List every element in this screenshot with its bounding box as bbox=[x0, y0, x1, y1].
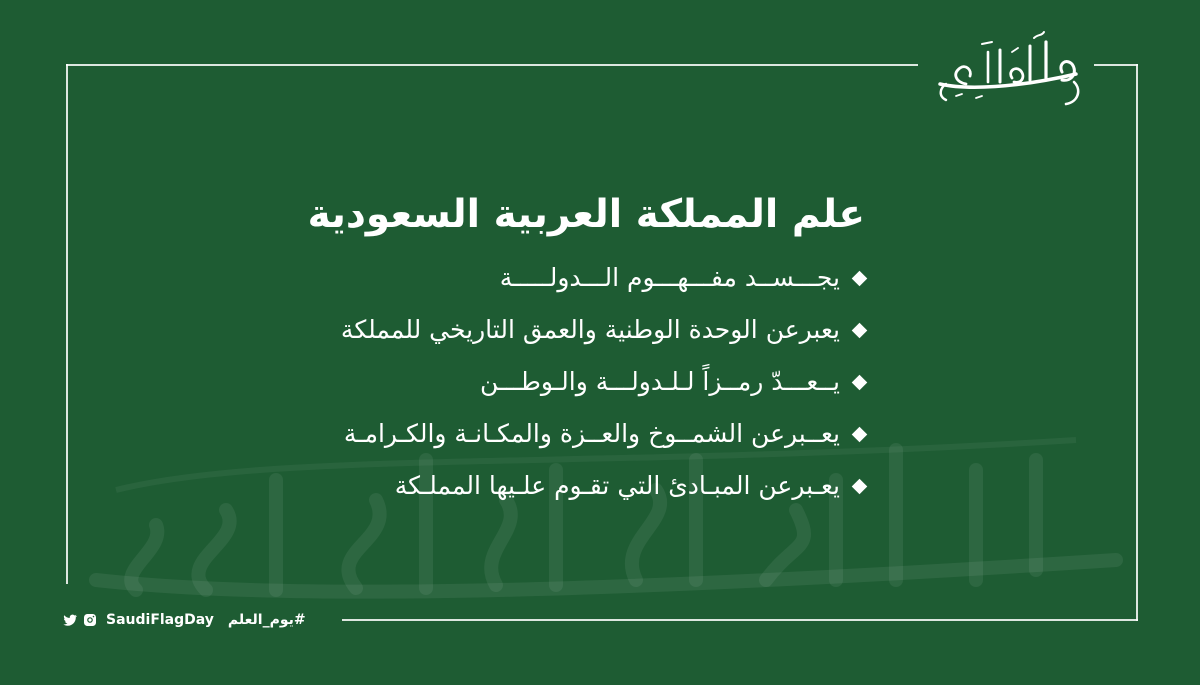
list-item-text: يعبرعن الوحدة الوطنية والعمق التاريخي للمملكة bbox=[340, 315, 840, 344]
frame-bottom-line bbox=[342, 619, 1138, 621]
diamond-bullet-icon bbox=[852, 478, 868, 494]
content-panel bbox=[300, 184, 865, 512]
instagram-icon[interactable] bbox=[82, 612, 98, 628]
frame-right-line bbox=[1136, 64, 1138, 621]
diamond-bullet-icon bbox=[852, 270, 868, 286]
list-item bbox=[300, 252, 865, 304]
list-item bbox=[300, 460, 865, 512]
social-handle[interactable]: SaudiFlagDay bbox=[106, 612, 214, 628]
list-item-text: يجـــســد مفـــهـــوم الـــدولـــــة bbox=[499, 263, 840, 292]
frame-top-left-line bbox=[66, 64, 918, 66]
feature-list bbox=[300, 252, 865, 512]
frame-top-right-line bbox=[1094, 64, 1138, 66]
diamond-bullet-icon bbox=[852, 374, 868, 390]
list-item-text: يعـبرعن المبـادئ التي تقـوم علـيها المملـكة bbox=[394, 471, 840, 500]
diamond-bullet-icon bbox=[852, 322, 868, 338]
frame-left-line bbox=[66, 64, 68, 584]
diamond-bullet-icon bbox=[852, 426, 868, 442]
hashtag[interactable]: #يوم_العلم bbox=[227, 612, 306, 628]
page-title: علم المملكة العربية السعودية bbox=[307, 192, 865, 237]
twitter-icon[interactable] bbox=[62, 612, 78, 628]
list-item bbox=[300, 304, 865, 356]
footer bbox=[62, 607, 306, 633]
flag-day-logo bbox=[926, 22, 1090, 108]
list-item-text: يــعـــدّ رمــزاً لـلـدولـــة والـوطـــن bbox=[480, 367, 840, 396]
list-item bbox=[300, 408, 865, 460]
list-item-text: يعــبرعن الشمــوخ والعــزة والمكـانـة والكـرامـة bbox=[343, 419, 840, 448]
list-item bbox=[300, 356, 865, 408]
